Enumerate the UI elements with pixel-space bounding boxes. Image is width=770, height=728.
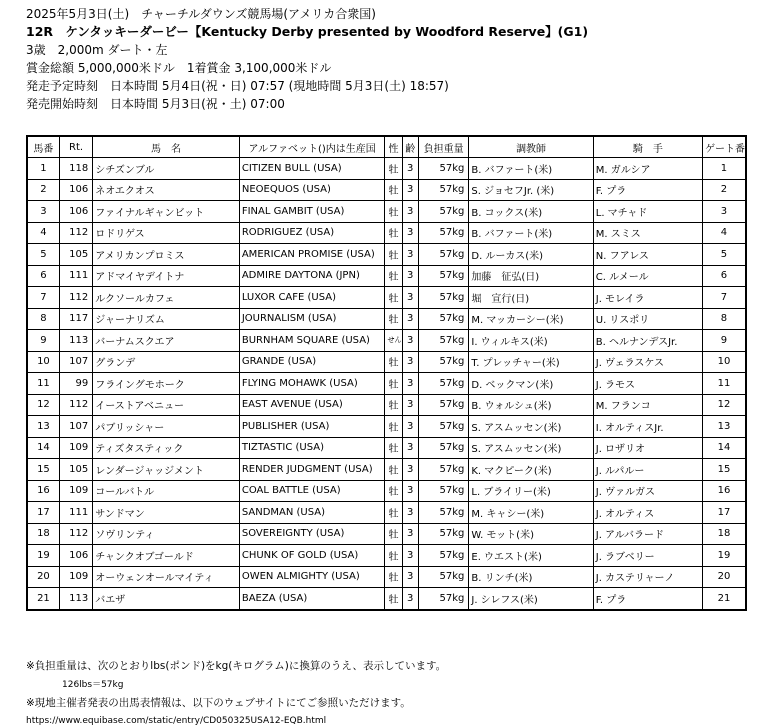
horse-number-cell: 13 (27, 416, 59, 438)
weight-cell: 57kg (418, 394, 469, 416)
rating-cell: 99 (59, 373, 92, 395)
table-row (27, 158, 746, 180)
jockey-cell: J. ヴァルガス (593, 480, 702, 502)
sex-cell: 牡 (385, 566, 402, 588)
trainer-cell: S. アスムッセン(米) (469, 416, 593, 438)
horse-name-cell: シチズンブル (93, 158, 240, 180)
weight-cell: 57kg (418, 287, 469, 309)
col-gate-header: ゲート番 (702, 136, 746, 158)
trainer-cell: M. マッカーシー(米) (469, 308, 593, 330)
sex-cell: 牡 (385, 459, 402, 481)
table-row (27, 222, 746, 244)
gate-number-cell: 21 (702, 588, 746, 610)
alphabet-name-cell: RENDER JUDGMENT (USA) (239, 459, 385, 481)
weight-cell: 57kg (418, 566, 469, 588)
weight-cell: 57kg (418, 222, 469, 244)
rating-cell: 106 (59, 545, 92, 567)
horse-number-cell: 7 (27, 287, 59, 309)
age-cell: 3 (402, 201, 418, 223)
weight-cell: 57kg (418, 502, 469, 524)
col-trainer-header: 調教師 (469, 136, 593, 158)
gate-number-cell: 2 (702, 179, 746, 201)
equibase-link[interactable]: https://www.equibase.com/static/entry/CD050325USA12-EQB.html (26, 716, 327, 726)
race-date-venue: 2025年5月3日(土) チャーチルダウンズ競馬場(アメリカ合衆国) (26, 7, 376, 21)
gate-number-cell: 13 (702, 416, 746, 438)
trainer-cell: K. マクピーク(米) (469, 459, 593, 481)
sex-cell: 牡 (385, 287, 402, 309)
trainer-cell: B. コックス(米) (469, 201, 593, 223)
gate-number-cell: 8 (702, 308, 746, 330)
age-cell: 3 (402, 459, 418, 481)
jockey-cell: J. ヴェラスケス (593, 351, 702, 373)
horse-name-cell: グランデ (93, 351, 240, 373)
col-age-header: 齢 (402, 136, 418, 158)
trainer-cell: T. プレッチャー(米) (469, 351, 593, 373)
alphabet-name-cell: JOURNALISM (USA) (239, 308, 385, 330)
jockey-cell: I. オルティスJr. (593, 416, 702, 438)
table-body (27, 158, 746, 610)
col-jockey-header: 騎 手 (593, 136, 702, 158)
prize-money: 賞金総額 5,000,000米ドル 1着賞金 3,100,000米ドル (26, 61, 332, 75)
jockey-cell: N. フアレス (593, 244, 702, 266)
table-row (27, 416, 746, 438)
gate-number-cell: 3 (702, 201, 746, 223)
horse-name-cell: サンドマン (93, 502, 240, 524)
sex-cell: 牡 (385, 588, 402, 610)
col-alphabet-name-header: アルファベット()内は生産国 (239, 136, 385, 158)
horse-number-cell: 2 (27, 179, 59, 201)
sex-cell: 牡 (385, 502, 402, 524)
sex-cell: 牡 (385, 373, 402, 395)
gate-number-cell: 18 (702, 523, 746, 545)
gate-number-cell: 9 (702, 330, 746, 352)
sex-cell: 牡 (385, 222, 402, 244)
alphabet-name-cell: BAEZA (USA) (239, 588, 385, 610)
trainer-cell: E. ウエスト(米) (469, 545, 593, 567)
horse-number-cell: 9 (27, 330, 59, 352)
weight-cell: 57kg (418, 459, 469, 481)
gate-number-cell: 5 (702, 244, 746, 266)
sex-cell: 牡 (385, 351, 402, 373)
rating-cell: 112 (59, 394, 92, 416)
horse-number-cell: 12 (27, 394, 59, 416)
alphabet-name-cell: EAST AVENUE (USA) (239, 394, 385, 416)
weight-cell: 57kg (418, 437, 469, 459)
horse-name-cell: バエザ (93, 588, 240, 610)
horse-number-cell: 1 (27, 158, 59, 180)
horse-name-cell: オーウェンオールマイティ (93, 566, 240, 588)
age-cell: 3 (402, 566, 418, 588)
trainer-cell: I. ウィルキス(米) (469, 330, 593, 352)
jockey-cell: B. ヘルナンデスJr. (593, 330, 702, 352)
horse-name-cell: アドマイヤデイトナ (93, 265, 240, 287)
horse-name-cell: ロドリゲス (93, 222, 240, 244)
age-cell: 3 (402, 179, 418, 201)
sex-cell: 牡 (385, 158, 402, 180)
rating-cell: 109 (59, 566, 92, 588)
trainer-cell: D. ベックマン(米) (469, 373, 593, 395)
horse-number-cell: 3 (27, 201, 59, 223)
trainer-cell: W. モット(米) (469, 523, 593, 545)
jockey-cell: L. マチャド (593, 201, 702, 223)
sex-cell: 牡 (385, 265, 402, 287)
rating-cell: 111 (59, 502, 92, 524)
col-weight-header: 負担重量 (418, 136, 469, 158)
horse-number-cell: 17 (27, 502, 59, 524)
table-row (27, 244, 746, 266)
entries-table (26, 135, 747, 611)
gate-number-cell: 10 (702, 351, 746, 373)
race-title: 12R ケンタッキーダービー【Kentucky Derby presented by Woodford Reserve】(G1) (26, 24, 589, 39)
alphabet-name-cell: CITIZEN BULL (USA) (239, 158, 385, 180)
weight-cell: 57kg (418, 265, 469, 287)
jockey-cell: J. オルティス (593, 502, 702, 524)
weight-cell: 57kg (418, 523, 469, 545)
rating-cell: 113 (59, 588, 92, 610)
horse-number-cell: 19 (27, 545, 59, 567)
trainer-cell: S. ジョセフJr. (米) (469, 179, 593, 201)
table-row (27, 308, 746, 330)
horse-number-cell: 6 (27, 265, 59, 287)
table-row (27, 545, 746, 567)
table-row (27, 330, 746, 352)
alphabet-name-cell: NEOEQUOS (USA) (239, 179, 385, 201)
age-cell: 3 (402, 480, 418, 502)
rating-cell: 105 (59, 459, 92, 481)
horse-number-cell: 15 (27, 459, 59, 481)
alphabet-name-cell: GRANDE (USA) (239, 351, 385, 373)
trainer-cell: S. アスムッセン(米) (469, 437, 593, 459)
col-rating-header: Rt. (59, 136, 92, 158)
rating-cell: 112 (59, 222, 92, 244)
weight-cell: 57kg (418, 416, 469, 438)
gate-number-cell: 6 (702, 265, 746, 287)
alphabet-name-cell: AMERICAN PROMISE (USA) (239, 244, 385, 266)
col-number-header: 馬番 (27, 136, 59, 158)
age-cell: 3 (402, 523, 418, 545)
gate-number-cell: 4 (702, 222, 746, 244)
age-cell: 3 (402, 287, 418, 309)
age-cell: 3 (402, 437, 418, 459)
age-cell: 3 (402, 222, 418, 244)
horse-name-cell: パブリッシャー (93, 416, 240, 438)
rating-cell: 111 (59, 265, 92, 287)
table-row (27, 373, 746, 395)
jockey-cell: M. フランコ (593, 394, 702, 416)
weight-cell: 57kg (418, 545, 469, 567)
sex-cell: 牡 (385, 480, 402, 502)
trainer-cell: 堀 宣行(日) (469, 287, 593, 309)
weight-cell: 57kg (418, 179, 469, 201)
jockey-cell: U. リスポリ (593, 308, 702, 330)
post-time: 発走予定時刻 日本時間 5月4日(祝・日) 07:57 (現地時間 5月3日(土) 18:57) (26, 79, 449, 93)
age-cell: 3 (402, 308, 418, 330)
weight-conversion: 126lbs＝57kg (62, 680, 124, 690)
rating-cell: 107 (59, 416, 92, 438)
age-cell: 3 (402, 373, 418, 395)
jockey-cell: J. ラモス (593, 373, 702, 395)
table-row (27, 480, 746, 502)
alphabet-name-cell: PUBLISHER (USA) (239, 416, 385, 438)
table-row (27, 459, 746, 481)
table-row (27, 201, 746, 223)
weight-cell: 57kg (418, 308, 469, 330)
age-cell: 3 (402, 394, 418, 416)
table-row (27, 287, 746, 309)
jockey-cell: J. モレイラ (593, 287, 702, 309)
alphabet-name-cell: OWEN ALMIGHTY (USA) (239, 566, 385, 588)
age-cell: 3 (402, 244, 418, 266)
age-cell: 3 (402, 502, 418, 524)
race-conditions: 3歳 2,000m ダート・左 (26, 43, 168, 57)
sex-cell: 牡 (385, 394, 402, 416)
horse-number-cell: 20 (27, 566, 59, 588)
horse-name-cell: ネオエクオス (93, 179, 240, 201)
table-row (27, 566, 746, 588)
trainer-cell: B. リンチ(米) (469, 566, 593, 588)
weight-cell: 57kg (418, 351, 469, 373)
rating-cell: 109 (59, 437, 92, 459)
sex-cell: 牡 (385, 523, 402, 545)
website-note: ※現地主催者発表の出馬表情報は、以下のウェブサイトにてご参照いただけます。 (26, 697, 411, 709)
rating-cell: 105 (59, 244, 92, 266)
gate-number-cell: 14 (702, 437, 746, 459)
horse-name-cell: バーナムスクエア (93, 330, 240, 352)
age-cell: 3 (402, 330, 418, 352)
sale-start-time: 発売開始時刻 日本時間 5月3日(祝・土) 07:00 (26, 97, 285, 111)
sex-cell: 牡 (385, 545, 402, 567)
horse-name-cell: イーストアベニュー (93, 394, 240, 416)
table-row (27, 588, 746, 610)
sex-cell: 牡 (385, 201, 402, 223)
jockey-cell: J. ロザリオ (593, 437, 702, 459)
trainer-cell: L. ブライリー(米) (469, 480, 593, 502)
sex-cell: 牡 (385, 308, 402, 330)
table-row (27, 437, 746, 459)
rating-cell: 109 (59, 480, 92, 502)
rating-cell: 113 (59, 330, 92, 352)
horse-number-cell: 4 (27, 222, 59, 244)
gate-number-cell: 19 (702, 545, 746, 567)
gate-number-cell: 1 (702, 158, 746, 180)
alphabet-name-cell: SANDMAN (USA) (239, 502, 385, 524)
trainer-cell: B. ウォルシュ(米) (469, 394, 593, 416)
weight-cell: 57kg (418, 588, 469, 610)
age-cell: 3 (402, 545, 418, 567)
horse-name-cell: ソヴリンティ (93, 523, 240, 545)
weight-note: ※負担重量は、次のとおりlbs(ポンド)をkg(キログラム)に換算のうえ、表示しています。 (26, 660, 447, 672)
horse-name-cell: ルクソールカフェ (93, 287, 240, 309)
weight-cell: 57kg (418, 373, 469, 395)
gate-number-cell: 12 (702, 394, 746, 416)
table-row (27, 179, 746, 201)
age-cell: 3 (402, 588, 418, 610)
weight-cell: 57kg (418, 158, 469, 180)
horse-name-cell: チャンクオブゴールド (93, 545, 240, 567)
rating-cell: 112 (59, 523, 92, 545)
sex-cell: 牡 (385, 179, 402, 201)
jockey-cell: F. プラ (593, 588, 702, 610)
weight-cell: 57kg (418, 244, 469, 266)
jockey-cell: J. ルパルー (593, 459, 702, 481)
trainer-cell: M. キャシー(米) (469, 502, 593, 524)
alphabet-name-cell: FINAL GAMBIT (USA) (239, 201, 385, 223)
trainer-cell: J. シレフス(米) (469, 588, 593, 610)
horse-number-cell: 18 (27, 523, 59, 545)
table-row (27, 394, 746, 416)
jockey-cell: J. アルバラード (593, 523, 702, 545)
jockey-cell: M. スミス (593, 222, 702, 244)
table-row (27, 523, 746, 545)
gate-number-cell: 15 (702, 459, 746, 481)
gate-number-cell: 11 (702, 373, 746, 395)
alphabet-name-cell: ADMIRE DAYTONA (JPN) (239, 265, 385, 287)
horse-number-cell: 10 (27, 351, 59, 373)
alphabet-name-cell: TIZTASTIC (USA) (239, 437, 385, 459)
sex-cell: 牡 (385, 437, 402, 459)
gate-number-cell: 17 (702, 502, 746, 524)
horse-name-cell: コールバトル (93, 480, 240, 502)
rating-cell: 106 (59, 201, 92, 223)
age-cell: 3 (402, 265, 418, 287)
weight-cell: 57kg (418, 480, 469, 502)
alphabet-name-cell: LUXOR CAFE (USA) (239, 287, 385, 309)
jockey-cell: M. ガルシア (593, 158, 702, 180)
trainer-cell: B. バファート(米) (469, 222, 593, 244)
horse-number-cell: 21 (27, 588, 59, 610)
alphabet-name-cell: SOVEREIGNTY (USA) (239, 523, 385, 545)
horse-name-cell: レンダージャッジメント (93, 459, 240, 481)
table-row (27, 265, 746, 287)
alphabet-name-cell: COAL BATTLE (USA) (239, 480, 385, 502)
rating-cell: 118 (59, 158, 92, 180)
horse-number-cell: 8 (27, 308, 59, 330)
horse-number-cell: 14 (27, 437, 59, 459)
trainer-cell: B. バファート(米) (469, 158, 593, 180)
gate-number-cell: 16 (702, 480, 746, 502)
jockey-cell: C. ルメール (593, 265, 702, 287)
trainer-cell: 加藤 征弘(日) (469, 265, 593, 287)
trainer-cell: D. ルーカス(米) (469, 244, 593, 266)
jockey-cell: F. プラ (593, 179, 702, 201)
alphabet-name-cell: BURNHAM SQUARE (USA) (239, 330, 385, 352)
sex-cell: 牡 (385, 244, 402, 266)
rating-cell: 117 (59, 308, 92, 330)
gate-number-cell: 7 (702, 287, 746, 309)
alphabet-name-cell: FLYING MOHAWK (USA) (239, 373, 385, 395)
weight-cell: 57kg (418, 330, 469, 352)
age-cell: 3 (402, 158, 418, 180)
jockey-cell: J. ラブベリー (593, 545, 702, 567)
table-row (27, 351, 746, 373)
table-row (27, 502, 746, 524)
horse-number-cell: 11 (27, 373, 59, 395)
horse-name-cell: フライングモホーク (93, 373, 240, 395)
weight-cell: 57kg (418, 201, 469, 223)
rating-cell: 106 (59, 179, 92, 201)
age-cell: 3 (402, 416, 418, 438)
jockey-cell: J. カステリャーノ (593, 566, 702, 588)
horse-name-cell: アメリカンプロミス (93, 244, 240, 266)
sex-cell: 牡 (385, 416, 402, 438)
sex-cell: せん (385, 330, 402, 352)
age-cell: 3 (402, 351, 418, 373)
horse-name-cell: ジャーナリズム (93, 308, 240, 330)
alphabet-name-cell: CHUNK OF GOLD (USA) (239, 545, 385, 567)
horse-number-cell: 16 (27, 480, 59, 502)
horse-name-cell: ティズタスティック (93, 437, 240, 459)
rating-cell: 112 (59, 287, 92, 309)
col-horse-name-header: 馬 名 (93, 136, 240, 158)
table-header-row (27, 136, 746, 158)
gate-number-cell: 20 (702, 566, 746, 588)
rating-cell: 107 (59, 351, 92, 373)
horse-number-cell: 5 (27, 244, 59, 266)
horse-name-cell: ファイナルギャンビット (93, 201, 240, 223)
alphabet-name-cell: RODRIGUEZ (USA) (239, 222, 385, 244)
col-sex-header: 性 (385, 136, 402, 158)
